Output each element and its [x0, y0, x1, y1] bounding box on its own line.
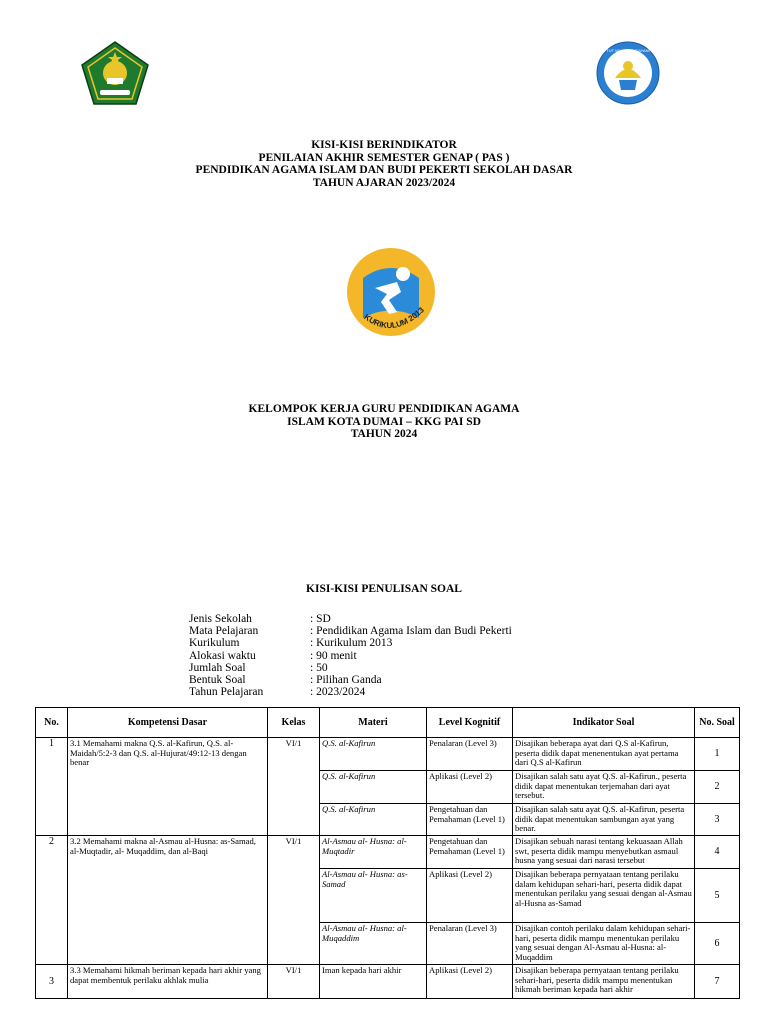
row-level: Penalaran (Level 3) [427, 738, 513, 771]
kkg-line: TAHUN 2024 [350, 428, 418, 440]
row-indikator: Disajikan contoh perilaku dalam kehidupan sehari-hari, peserta didik mampu menentukan perilaku yang sesuai dengan Al-Asmau al-Husna: al- Muqaddim [513, 923, 695, 965]
info-row [189, 662, 512, 674]
title-line: PENILAIAN AKHIR SEMESTER GENAP ( PAS ) [258, 151, 510, 164]
header-no: No. [36, 708, 68, 738]
row-kelas: VI/1 [268, 965, 320, 999]
row-materi: Q.S. al-Kafirun [320, 771, 427, 804]
row-kelas: VI/1 [268, 836, 320, 965]
info-label: Tahun Pelajaran [189, 686, 264, 699]
row-level: Aplikasi (Level 2) [427, 965, 513, 999]
info-value: : 50 [310, 661, 328, 674]
title-line: PENDIDIKAN AGAMA ISLAM DAN BUDI PEKERTI SEKOLAH DASAR [195, 164, 573, 176]
row-level: Penalaran (Level 3) [427, 923, 513, 965]
info-row [189, 674, 512, 686]
info-value: : Kurikulum 2013 [310, 637, 393, 650]
table-row [36, 836, 740, 869]
row-materi: Q.S. al-Kafirun [320, 738, 427, 771]
info-value: : SD [310, 613, 331, 625]
row-no-soal: 1 [695, 738, 740, 771]
info-value: : Pilihan Ganda [310, 674, 382, 687]
info-label: Mata Pelajaran [189, 625, 259, 638]
row-kompetensi-dasar: 3.3 Memahami hikmah beriman kepada hari akhir yang dapat membentuk perilaku akhlak mulia [68, 965, 268, 999]
row-materi: Al-Asmau al- Husna: al-Muqaddim [320, 923, 427, 965]
section-title: KISI-KISI PENULISAN SOAL [306, 583, 462, 595]
header-kelas: Kelas [268, 708, 320, 738]
row-level: Pengetahuan dan Pemahaman (Level 1) [427, 836, 513, 869]
header-no-soal: No. Soal [695, 708, 740, 738]
svg-text:KURIKULUM 2013: KURIKULUM 2013 [362, 305, 426, 331]
row-no-soal: 6 [695, 923, 740, 965]
row-level: Pengetahuan dan Pemahaman (Level 1) [427, 804, 513, 836]
info-label: Alokasi waktu [189, 649, 256, 662]
kkg-line: ISLAM KOTA DUMAI – KKG PAI SD [287, 415, 481, 428]
row-level: Aplikasi (Level 2) [427, 869, 513, 923]
row-materi: Al-Asmau al- Husna: as-Samad [320, 869, 427, 923]
info-value: : Pendidikan Agama Islam dan Budi Pekerti [310, 625, 512, 638]
row-no: 1 [36, 738, 68, 836]
header-materi: Materi [320, 708, 427, 738]
row-indikator: Disajikan salah satu ayat Q.S. al-Kafirun., peserta didik dapat menentukan terjemahan dari ayat tersebut. [513, 771, 695, 804]
row-kompetensi-dasar: 3.1 Memahami makna Q.S. al-Kafirun, Q.S. al-Maidah/5:2-3 dan Q.S. al-Hujurat/49:12-13 dengan benar [68, 738, 268, 836]
header-level-kognitif: Level Kognitif [427, 708, 513, 738]
kisi-kisi-table [35, 707, 740, 999]
info-block [189, 613, 512, 698]
row-level: Aplikasi (Level 2) [427, 771, 513, 804]
info-row [189, 637, 512, 649]
info-label: Jumlah Soal [189, 661, 246, 674]
row-indikator: Disajikan sebuah narasi tentang kekuasaan Allah swt, peserta didik mampu menyebutkan asmaul husna yang sesuai dari narasi tersebut [513, 836, 695, 869]
row-no-soal: 2 [695, 771, 740, 804]
row-materi: Iman kepada hari akhir [320, 965, 427, 999]
kkg-heading [0, 403, 768, 441]
row-no: 2 [36, 836, 68, 965]
kurikulum-2013-logo [345, 248, 437, 340]
header-kompetensi-dasar: Kompetensi Dasar [68, 708, 268, 738]
row-kelas: VI/1 [268, 738, 320, 836]
row-no-soal: 4 [695, 836, 740, 869]
title-line: KISI-KISI BERINDIKATOR [311, 139, 457, 151]
table-row [36, 738, 740, 771]
row-no: 3 [36, 965, 68, 999]
info-label: Bentuk Soal [189, 674, 246, 687]
info-label: Jenis Sekolah [189, 613, 252, 625]
row-indikator: Disajikan beberapa pernyataan tentang perilaku dalam kehidupan sehari-hari, peserta didik dapat menentukan perilaku yang sesuai dengan al-Asmau al-Husna as-Samad [513, 869, 695, 923]
svg-text:TUT WURI HANDAYANI: TUT WURI HANDAYANI [606, 48, 650, 53]
row-no-soal: 7 [695, 965, 740, 999]
table-row [36, 965, 740, 999]
info-value: : 2023/2024 [310, 686, 366, 699]
row-indikator: Disajikan beberapa ayat dari Q.S al-Kafirun, peserta didik dapat menenentukan ayat pertama dari Q.S al-Kafirun [513, 738, 695, 771]
info-value: : 90 menit [310, 649, 357, 662]
info-row [189, 686, 512, 698]
row-materi: Al-Asmau al- Husna: al-Muqtadir [320, 836, 427, 869]
info-row [189, 613, 512, 625]
tut-wuri-handayani-logo [595, 40, 661, 106]
row-no-soal: 5 [695, 869, 740, 923]
row-materi: Q.S. al-Kafirun [320, 804, 427, 836]
document-title [0, 139, 768, 189]
header-indikator-soal: Indikator Soal [513, 708, 695, 738]
row-no-soal: 3 [695, 804, 740, 836]
info-row [189, 650, 512, 662]
info-label: Kurikulum [189, 637, 240, 650]
kkg-line: KELOMPOK KERJA GURU PENDIDIKAN AGAMA [248, 403, 520, 415]
info-row [189, 625, 512, 637]
table-header-row [36, 708, 740, 738]
kemenag-logo [80, 40, 150, 106]
row-indikator: Disajikan beberapa pernyataan tentang perilaku sehari-hari, peserta didik mampu menentukan hikmah beriman kepada hari akhir [513, 965, 695, 999]
title-line: TAHUN AJARAN 2023/2024 [312, 176, 456, 189]
row-kompetensi-dasar: 3.2 Memahami makna al-Asmau al-Husna: as-Samad, al-Muqtadir, al- Muqaddim, dan al-Baqi [68, 836, 268, 965]
row-indikator: Disajikan salah satu ayat Q.S. al-Kafirun, peserta didik dapat menentukan sambungan ayat yang benar. [513, 804, 695, 836]
